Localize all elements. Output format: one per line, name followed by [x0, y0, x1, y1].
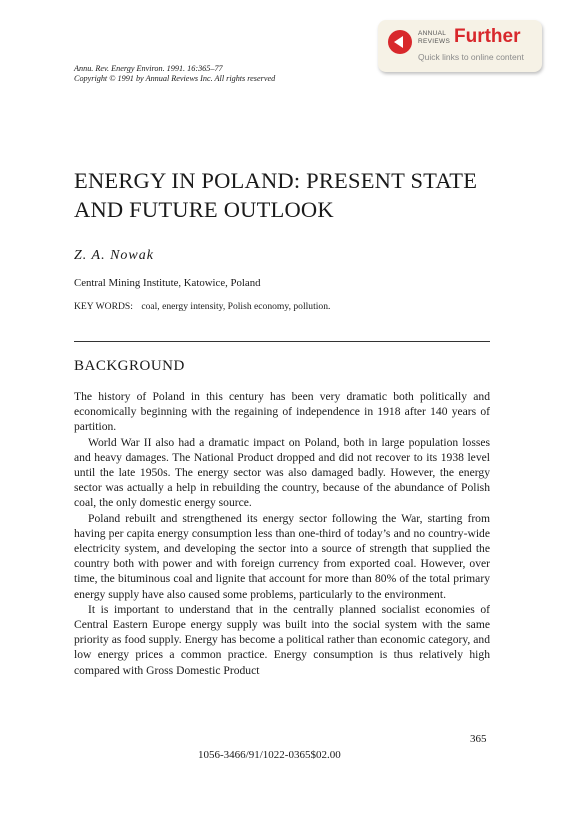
article-title: ENERGY IN POLAND: PRESENT STATE AND FUTURE OUTLOOK: [74, 168, 478, 222]
keywords: [74, 301, 330, 312]
author-affiliation: Central Mining Institute, Katowice, Poland: [74, 277, 261, 289]
section-heading: BACKGROUND: [74, 358, 185, 374]
keywords-label: KEY WORDS:: [74, 301, 133, 312]
page-number: 365: [470, 733, 487, 745]
journal-citation: Annu. Rev. Energy Environ. 1991. 16:365–77: [74, 64, 223, 73]
annual-reviews-wordmark: ANNUAL REVIEWS: [418, 30, 451, 45]
journal-meta: [74, 64, 275, 84]
footer-code: 1056-3466/91/1022-0365$02.00: [198, 749, 341, 761]
paragraph: It is important to understand that in the centrally planned socialist economies of Central Eastern Europe energy supply was built into the social system with the same priority as food supply. Energy has become a political rather than economic category, and low energy prices a common practice. Energy consumption is thus relatively high compared with Gross Domestic Product: [74, 602, 490, 677]
keywords-list: coal, energy intensity, Polish economy, pollution.: [141, 301, 331, 312]
author-name: Z. A. Nowak: [74, 248, 154, 263]
body-text: [74, 389, 490, 678]
annual-reviews-logo-icon: [388, 30, 412, 54]
further-subtitle: Quick links to online content: [418, 52, 524, 62]
section-divider: [74, 341, 490, 342]
paragraph: Poland rebuilt and strengthened its energy sector following the War, starting from having per capita energy consumption less than one-third of today’s and no country-wide electricity system, and developing the sector into a source of strength that supplied the country both with power and with foreign currency from exported coal. However, over time, the bituminous coal and lignite that account for more than 80% of the total primary energy supply have also caused some problems, particularly to the environment.: [74, 511, 490, 601]
paragraph: World War II also had a dramatic impact on Poland, both in large population losses and heavy damages. The National Product dropped and did not recover to its 1938 level until the late 1950s. The energy sector was also damaged badly. However, the energy sector was actually a help in rebuilding the country, because of the abundance of Polish coal, the only domestic energy source.: [74, 435, 490, 510]
journal-copyright: Copyright © 1991 by Annual Reviews Inc. All rights reserved: [74, 74, 276, 83]
paragraph: The history of Poland in this century has been very dramatic both politically and economically beginning with the regaining of independence in 1918 after 140 years of partition.: [74, 390, 490, 434]
further-links-badge[interactable]: [378, 20, 542, 72]
further-label: Further: [454, 26, 521, 47]
